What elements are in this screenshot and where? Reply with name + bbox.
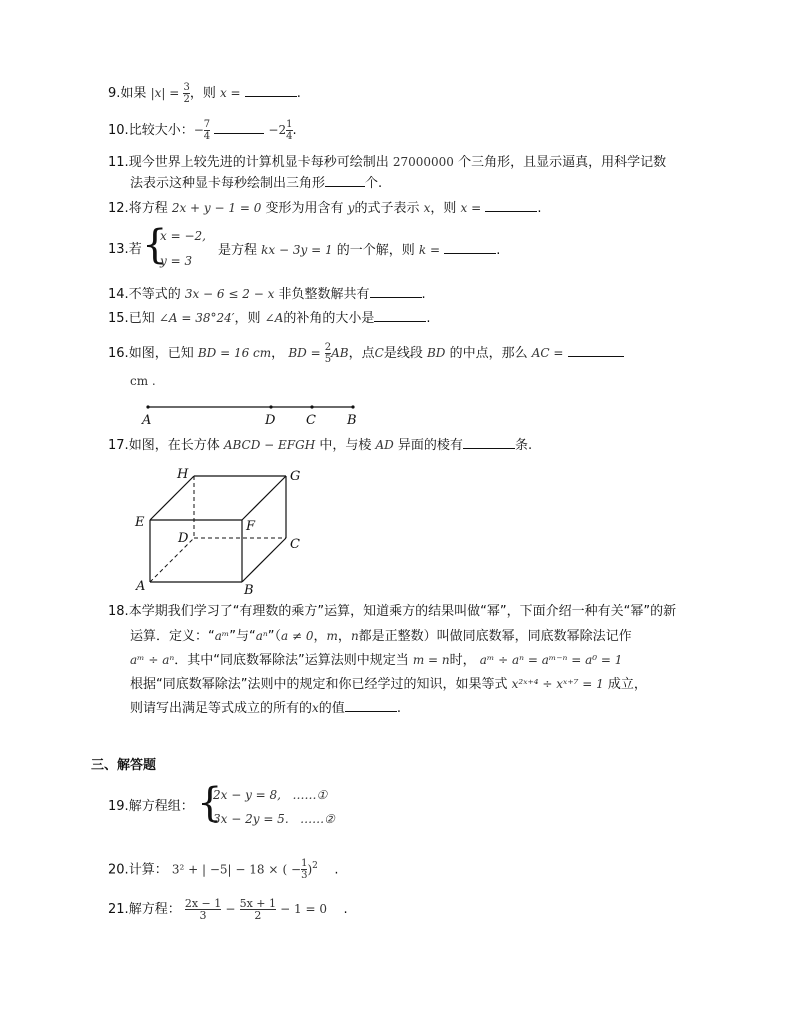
question-18-line3: aᵐ ÷ aⁿ．其中“同底数幂除法”运算法则中规定当 m = n时， aᵐ ÷ aⁿ = aᵐ⁻ⁿ = a⁰ = 1	[130, 653, 623, 668]
answer-blank[interactable]	[568, 344, 624, 357]
label-a: A	[142, 413, 152, 428]
question-13-rest: 是方程 kx − 3y = 1 的一个解，则 k = .	[218, 243, 501, 258]
edge-fg	[242, 476, 286, 520]
label-c: C	[306, 413, 316, 428]
label-f: F	[246, 519, 256, 534]
answer-blank[interactable]	[374, 309, 426, 322]
system-brace: {	[142, 222, 168, 268]
label-b: B	[244, 583, 254, 598]
question-18-line5: 则请写出满足等式成立的所有的x的值 .	[130, 701, 401, 716]
label-d: D	[178, 531, 189, 546]
question-20: 20.计算： 3² + | −5| − 18 × ( − $\frac{1}{3}$ )$^2$ .	[108, 858, 339, 882]
question-18: 18.本学期我们学习了“有理数的乘方”运算，知道乘方的结果叫做“幂”，下面介绍一种有关“幂”的新	[108, 604, 677, 619]
answer-blank[interactable]	[245, 84, 297, 97]
answer-blank[interactable]	[345, 699, 397, 712]
question-15: 15.已知 ∠A = 38°24′，则 ∠A的补角的大小是 .	[108, 311, 431, 326]
answer-blank[interactable]	[214, 121, 264, 134]
cuboid-figure	[130, 462, 310, 602]
label-a: A	[136, 579, 146, 594]
question-13: 13.若	[108, 242, 142, 257]
answer-blank[interactable]	[463, 436, 515, 449]
answer-blank[interactable]	[325, 174, 365, 187]
question-12: 12.将方程 2x + y − 1 = 0 变形为用含有 y的式子表示 x，则 x = .	[108, 201, 542, 216]
question-19: 19.解方程组：	[108, 799, 194, 814]
label-c: C	[290, 537, 300, 552]
question-16-unit: cm .	[130, 374, 156, 388]
system-eq-1: x = −2,	[160, 229, 206, 243]
system-eq-2: y = 3	[160, 254, 193, 268]
label-b: B	[347, 413, 357, 428]
answer-blank[interactable]	[370, 285, 422, 298]
edge-eh	[150, 476, 194, 520]
question-17: 17.如图，在长方体 ABCD − EFGH 中，与棱 AD 异面的棱有 条.	[108, 438, 533, 453]
question-18-line2: 运算．定义：“aᵐ”与“aⁿ”（a ≠ 0，m，n都是正整数）叫做同底数幂，同底数幂除法记作	[130, 629, 632, 644]
system-brace: {	[197, 780, 223, 826]
point-d	[269, 405, 272, 408]
question-14: 14.不等式的 3x − 6 ≤ 2 − x 非负整数解共有 .	[108, 287, 426, 302]
section-heading: 三、解答题	[91, 758, 157, 773]
label-d: D	[265, 413, 276, 428]
question-10: 10.比较大小：− $\frac{7}{4}$ −2 $\frac{1}{4}$ .	[108, 119, 297, 142]
fraction: $\frac{3}{2}$	[183, 82, 190, 105]
question-9: 9.如果 |x| = $\frac{3}{2}$ ，则 x = .	[108, 82, 301, 105]
segment-figure	[138, 398, 368, 428]
point-c	[310, 405, 313, 408]
point-b	[351, 405, 354, 408]
system-eq-1: 2x − y = 8, ……①	[213, 788, 328, 802]
edge-bc	[242, 538, 286, 582]
system-eq-2: 3x − 2y = 5. ……②	[213, 812, 335, 826]
question-11-line2: 法表示这种显卡每秒绘制出三角形 个.	[130, 176, 383, 191]
question-21: 21.解方程： $\frac{2x - 1}{3}$ − $\frac{5x + 1}{2}$ − 1 = 0 .	[108, 897, 348, 922]
label-g: G	[290, 469, 301, 484]
question-16: 16.如图，已知 BD = 16 cm， BD = $\frac{2}{5}$ AB，点C是线段 BD 的中点，那么 AC =	[108, 342, 624, 365]
label-h: H	[177, 467, 189, 482]
answer-blank[interactable]	[444, 241, 496, 254]
label-e: E	[135, 515, 145, 530]
question-11: 11.现今世界上较先进的计算机显卡每秒可绘制出 27000000 个三角形，且显示逼真，用科学记数	[108, 155, 667, 170]
question-18-line4: 根据“同底数幂除法”法则中的规定和你已经学过的知识，如果等式 x²ˣ⁺⁴ ÷ xˣ⁺⁷ = 1 成立，	[130, 677, 647, 692]
answer-blank[interactable]	[485, 199, 537, 212]
point-a	[146, 405, 149, 408]
